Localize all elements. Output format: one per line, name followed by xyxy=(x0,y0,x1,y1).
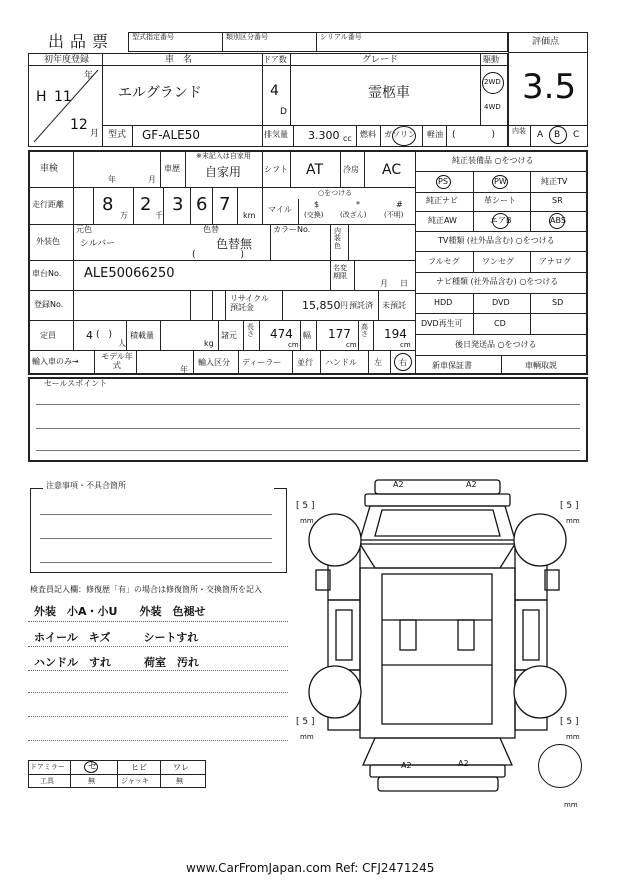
ac: AC xyxy=(382,162,402,178)
mile-tamper-symbol: * xyxy=(356,200,360,209)
tv-analog: アナログ xyxy=(539,257,571,266)
tread-fr: [ 5 ] xyxy=(560,501,579,511)
era: H xyxy=(36,89,47,105)
kg-unit: kg xyxy=(204,339,214,348)
first-reg-label: 初年度登録 xyxy=(44,55,90,65)
footer-watermark: www.CarFromJapan.com Ref: CFJ2471245 xyxy=(186,861,435,875)
equip-aw: 純正AW xyxy=(428,216,457,225)
equip-ps: PS xyxy=(438,177,448,186)
door-label: ドア数 xyxy=(263,55,287,64)
color-change: 色替無 xyxy=(216,237,253,251)
sales-point-label: セールスポイント xyxy=(44,379,108,388)
grade: 霊柩車 xyxy=(368,85,410,101)
width: 177 xyxy=(328,327,351,341)
crack-label: ヒビ xyxy=(131,763,147,772)
length-label: 長さ xyxy=(247,323,254,339)
month-unit: 月 xyxy=(90,129,100,139)
chassis-label: 車台No. xyxy=(32,269,62,278)
tread-fl: [ 5 ] xyxy=(296,501,315,511)
name-change-label: 名変期限 xyxy=(333,264,347,281)
sen-unit: 千 xyxy=(155,211,163,220)
door-suffix: D xyxy=(280,107,287,117)
mile-circle-note: ○をつける xyxy=(318,189,353,197)
recycle-unpaid: 未預託 xyxy=(382,301,406,310)
mileage-digit-4: 6 xyxy=(196,194,208,215)
inspector-line-1: 外装 小A・小U 外装 色褪せ xyxy=(34,605,206,618)
equip-navi: 純正ナビ xyxy=(426,196,458,205)
front-mark-1: A2 xyxy=(393,480,404,489)
equip-leather: 革シート xyxy=(484,196,516,205)
navi-title: ナビ種類 (社外品含む) ○をつける xyxy=(436,277,559,286)
man-unit: 万 xyxy=(120,211,128,220)
spare-unit: mm xyxy=(564,801,578,809)
mile-unknown-symbol: # xyxy=(396,200,403,209)
capacity-paren: ( ) xyxy=(96,330,113,340)
score: 3.5 xyxy=(522,67,577,107)
drive-4wd: 4WD xyxy=(484,103,501,111)
parallel-label: 並行 xyxy=(297,358,313,367)
interior-grade-a: A xyxy=(537,130,544,140)
handle-right: 右 xyxy=(399,358,407,367)
height: 194 xyxy=(384,327,407,341)
mileage-digit-2: 2 xyxy=(140,194,152,215)
capacity: 4 xyxy=(86,329,93,342)
recycle-paid: 預託済 xyxy=(349,301,373,310)
equip-abs: ABS xyxy=(550,216,566,225)
displacement-label: 排気量 xyxy=(264,130,288,139)
capacity-label: 定員 xyxy=(40,331,56,340)
height-label: 高さ xyxy=(361,323,368,339)
jack-label: ジャッキ xyxy=(121,777,149,785)
car-name-label: 車 名 xyxy=(165,55,193,65)
displacement-unit: cc xyxy=(343,134,352,143)
model: GF-ALE50 xyxy=(142,128,201,142)
tv-fullseg: フルセグ xyxy=(428,257,460,266)
recycle-unit: 円 xyxy=(340,301,348,310)
tv-oneseg: ワンセグ xyxy=(482,257,514,266)
class-code-label: 類別区分番号 xyxy=(226,33,268,41)
interior-grade-b: B xyxy=(554,130,561,140)
car-name: エルグランド xyxy=(118,85,202,101)
chassis: ALE50066250 xyxy=(84,266,175,281)
load-label: 積載量 xyxy=(130,331,154,340)
shaken-year-unit: 年 xyxy=(108,175,116,184)
type-code-label: 型式指定番号 xyxy=(132,33,174,41)
year-unit: 年 xyxy=(84,71,94,81)
spare-tire xyxy=(538,744,582,788)
displacement: 3.300 xyxy=(308,129,340,142)
interior-selected-circle xyxy=(549,126,567,144)
color-no-label: カラーNo. xyxy=(273,225,311,234)
color-change-label: 色替 xyxy=(203,225,219,234)
interior-color-label: 内装色 xyxy=(334,227,341,250)
rear-mark-1: A2 xyxy=(401,761,412,770)
dimensions-label: 諸元 xyxy=(221,331,237,340)
reg-label: 登録No. xyxy=(34,300,64,309)
inspector-line-2: ホイール キズ シートすれ xyxy=(34,631,199,644)
equip-pw: PW xyxy=(494,177,507,186)
navi-cd: CD xyxy=(494,319,506,328)
shaken-month-unit: 月 xyxy=(148,175,156,184)
reg-month: 12 xyxy=(70,117,88,133)
drive-2wd: 2WD xyxy=(484,78,501,86)
mile-unknown: (不明) xyxy=(384,211,404,219)
handle-label: ハンドル xyxy=(325,358,357,367)
form-title: 出品票 xyxy=(48,32,115,51)
recycle-amount: 15,850 xyxy=(302,299,341,312)
notes-label: 注意事項・不具合箇所 xyxy=(46,481,126,490)
orig-color: シルバー xyxy=(80,239,116,249)
tools-value: 無 xyxy=(88,777,95,785)
equip-sr: SR xyxy=(552,196,563,205)
fuel-gasoline: ガソリン xyxy=(384,130,416,139)
model-year-label: モデル年式 xyxy=(101,352,133,371)
rear-mark-2: A2 xyxy=(458,759,469,768)
tread-rl: [ 5 ] xyxy=(296,717,315,727)
doors: 4 xyxy=(270,83,279,99)
equipment-title: 純正装備品 ○をつける xyxy=(452,156,534,165)
mileage-label: 走行距離 xyxy=(32,200,64,209)
import-class-label: 輸入区分 xyxy=(198,358,230,367)
km-unit: km xyxy=(243,211,256,220)
reg-year: 11 xyxy=(54,89,72,105)
shaken-label: 車検 xyxy=(40,164,59,174)
mile-exchange: (交換) xyxy=(304,211,324,219)
mileage-digit-3: 3 xyxy=(172,194,184,215)
name-change-month-unit: 月 xyxy=(380,279,388,288)
inspector-instruction: 検査員記入欄：修復歴「有」の場合は修復箇所・交換箇所を記入 xyxy=(30,585,262,594)
ac-label: 冷房 xyxy=(343,165,359,174)
serial-label: シリアル番号 xyxy=(320,33,362,41)
navi-dvd: DVD xyxy=(492,298,510,307)
recycle-label: リサイクル預託金 xyxy=(230,294,269,313)
import-label: 輸入車のみ→ xyxy=(32,357,79,366)
width-unit: cm xyxy=(346,341,357,349)
post-docs-title: 後日発送品 ○をつける xyxy=(455,340,537,349)
navi-sd: SD xyxy=(552,298,564,307)
model-year-unit: 年 xyxy=(180,365,188,374)
mile-label: マイル xyxy=(268,205,292,214)
score-label: 評価点 xyxy=(532,37,560,47)
history-note: ※未記入は自家用 xyxy=(196,152,251,160)
shift: AT xyxy=(306,162,324,178)
navi-hdd: HDD xyxy=(434,298,453,307)
fuel-selected-circle xyxy=(392,126,416,146)
grade-label: グレード xyxy=(362,55,399,65)
fuel-label: 燃料 xyxy=(360,130,376,139)
length: 474 xyxy=(270,327,293,341)
shift-label: シフト xyxy=(264,165,288,174)
navi-dvd-play: DVD再生可 xyxy=(421,319,463,328)
person-unit: 人 xyxy=(118,339,126,348)
handle-left: 左 xyxy=(374,358,382,367)
orig-color-label: 元色 xyxy=(76,225,92,234)
color-change-paren: ( ) xyxy=(192,250,245,260)
interior-grade-c: C xyxy=(573,130,580,140)
front-mark-2: A2 xyxy=(466,480,477,489)
dealer-label: ディーラー xyxy=(242,358,282,367)
code-strip xyxy=(128,32,508,52)
tv-title: TV種類 (社外品含む) ○をつける xyxy=(438,236,555,245)
inspector-line-3: ハンドル すれ 荷室 汚れ xyxy=(34,656,199,669)
interior-label: 内装 xyxy=(512,127,526,135)
fuel-diesel: 軽油 xyxy=(427,130,443,139)
mile-exchange-symbol: $ xyxy=(314,200,320,209)
equip-tv: 純正TV xyxy=(541,177,568,186)
jack-value: 無 xyxy=(176,777,183,785)
length-unit: cm xyxy=(288,341,299,349)
door-mirror-label: ドアミラー xyxy=(30,763,65,771)
history: 自家用 xyxy=(205,165,242,179)
width-label: 幅 xyxy=(303,331,311,340)
model-label: 型式 xyxy=(108,130,127,140)
post-warranty: 新車保証書 xyxy=(432,361,472,370)
history-label: 車歴 xyxy=(164,164,180,173)
height-unit: cm xyxy=(400,341,411,349)
color-label: 外装色 xyxy=(36,237,60,246)
tread-rr: [ 5 ] xyxy=(560,717,579,727)
mileage-digit-1: 8 xyxy=(102,194,114,215)
mile-tamper: (改ざん) xyxy=(340,211,367,219)
post-manual: 車輌取説 xyxy=(525,361,557,370)
handle-selected-circle xyxy=(394,353,412,371)
break-label: ワレ xyxy=(173,763,189,772)
mileage-digit-5: 7 xyxy=(219,194,231,215)
drive-label: 駆動 xyxy=(483,55,499,64)
tools-label: 工具 xyxy=(40,777,54,785)
door-mirror-value: セ xyxy=(88,762,98,772)
equip-airbag: エアB xyxy=(490,216,512,225)
